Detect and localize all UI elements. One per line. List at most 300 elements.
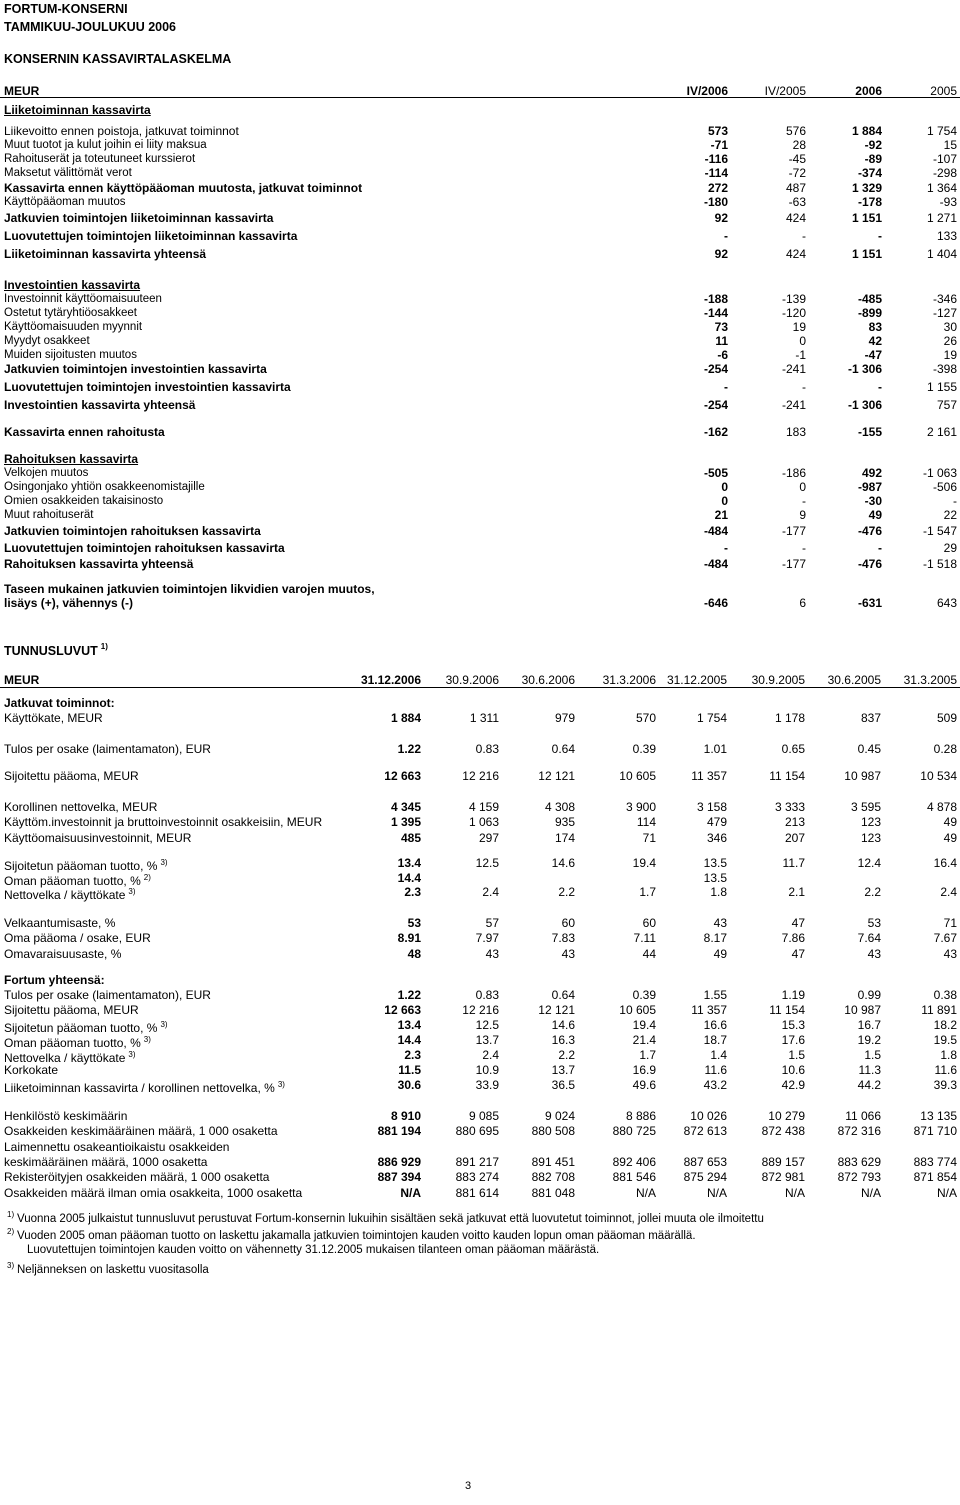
kpi-cell: 12.5 (475, 856, 499, 870)
kpi-cell: 21.4 (632, 1033, 656, 1047)
cashflow-row (0, 425, 960, 439)
kpi-cell: 1.5 (788, 1048, 805, 1062)
cashflow-cell: 0 (799, 480, 806, 494)
cashflow-cell: -92 (864, 138, 882, 152)
kpi-cell: N/A (784, 1186, 805, 1200)
cashflow-cell: 92 (714, 211, 728, 225)
kpi-row-label-text: Käyttökate, MEUR (4, 711, 103, 725)
cashflow-cell: -155 (857, 425, 882, 439)
kpi-cell: 71 (943, 916, 957, 930)
kpi-cell: 60 (642, 916, 656, 930)
kpi-cell: 13.5 (703, 871, 727, 885)
kpi-cell: 883 629 (837, 1155, 881, 1169)
kpi-row-label-footnote: 3) (143, 1035, 151, 1044)
cashflow-row (0, 306, 960, 320)
cashflow-row (0, 380, 960, 394)
kpi-cell: 10 279 (768, 1109, 805, 1123)
kpi-cell: 12 121 (538, 769, 575, 783)
kpi-cell: 39.3 (933, 1078, 957, 1092)
kpi-cell: 11 357 (691, 1003, 727, 1017)
kpi-cell: 36.5 (551, 1078, 575, 1092)
cashflow-row-label: Luovutettujen toimintojen rahoituksen kassavirta (4, 541, 285, 555)
kpi-column-header: 30.6.2006 (521, 673, 575, 687)
cashflow-row-label: Muut tuotot ja kulut joihin ei liity maksua (4, 139, 207, 151)
cashflow-cell: 133 (936, 229, 957, 243)
kpi-cell: 3 900 (625, 800, 656, 814)
cashflow-cell: -30 (864, 494, 882, 508)
kpi-cell: 7.64 (857, 931, 881, 945)
kpi-cell: 10 605 (619, 769, 656, 783)
kpi-row-label-text: Sijoitettu pääoma, MEUR (4, 1003, 139, 1017)
kpi-title: TUNNUSLUVUT $^{1)}$ (4, 642, 108, 658)
kpi-cell: 883 274 (455, 1170, 499, 1184)
cashflow-cell: - (953, 494, 957, 508)
kpi-row-label-text: Omavaraisuusaste, % (4, 947, 122, 961)
kpi-row (0, 1186, 960, 1200)
kpi-row-label-text: Fortum yhteensä: (4, 973, 105, 987)
kpi-row-label (4, 711, 103, 725)
kpi-cell: 0.45 (857, 742, 881, 756)
kpi-cell: 43 (561, 947, 575, 961)
kpi-cell: 0.39 (632, 988, 656, 1002)
cashflow-cell: - (802, 380, 806, 394)
kpi-row-label (4, 1170, 269, 1184)
kpi-row-label-footnote: 3) (160, 1020, 168, 1029)
cashflow-cell: 28 (792, 138, 806, 152)
kpi-cell: 2.2 (558, 1048, 575, 1062)
cashflow-cell: -177 (781, 557, 806, 571)
kpi-row (0, 769, 960, 783)
kpi-column-header: 31.12.2005 (666, 673, 727, 687)
kpi-row (0, 1109, 960, 1123)
kpi-row-label (4, 1063, 58, 1077)
kpi-row-label-text: Rekisteröityjen osakkeiden määrä, 1 000 osaketta (4, 1170, 270, 1184)
kpi-row (0, 1124, 960, 1138)
kpi-row (0, 1078, 960, 1095)
cashflow-cell: -346 (932, 292, 957, 306)
cashflow-row (0, 348, 960, 362)
footnote-text: Vuoden 2005 oman pääoman tuotto on laskettu jakamalla jatkuvien toimintojen kauden voitto kauden lopun oman pääoman määrällä. (17, 1230, 696, 1242)
kpi-column-header: 30.9.2006 (445, 673, 499, 687)
cashflow-cell: 22 (943, 508, 957, 522)
cashflow-cell: -139 (781, 292, 806, 306)
cashflow-cell: 2 161 (926, 425, 957, 439)
cashflow-cell: -114 (704, 166, 728, 180)
cashflow-row-label: Luovutettujen toimintojen investointien kassavirta (4, 380, 291, 394)
kpi-cell: 10.9 (475, 1063, 499, 1077)
cashflow-cell: -398 (932, 362, 957, 376)
kpi-cell: 19.2 (857, 1033, 881, 1047)
cashflow-cell: 11 (715, 334, 728, 348)
cashflow-cell: -72 (788, 166, 806, 180)
kpi-cell: 16.7 (857, 1018, 881, 1032)
kpi-cell: 13 135 (920, 1109, 957, 1123)
kpi-cell: 10 987 (844, 1003, 881, 1017)
kpi-cell: 12 663 (384, 769, 421, 783)
kpi-cell: 16.9 (632, 1063, 656, 1077)
page-number: 3 (465, 1480, 472, 1492)
kpi-row (0, 885, 960, 902)
cashflow-cell: -116 (704, 152, 728, 166)
cashflow-row (0, 152, 960, 166)
kpi-row-label-text: Sijoitetun pääoman tuotto, % (4, 859, 158, 873)
kpi-cell: 2.3 (404, 885, 421, 899)
kpi-row (0, 1140, 960, 1154)
kpi-cell: 485 (400, 831, 421, 845)
kpi-cell: 114 (636, 815, 656, 829)
cashflow-cell: -1 063 (922, 466, 957, 480)
kpi-cell: N/A (400, 1186, 421, 1200)
kpi-cell: 43 (485, 947, 499, 961)
kpi-row (0, 988, 960, 1002)
kpi-cell: 53 (867, 916, 881, 930)
cashflow-row-label: Muiden sijoitusten muutos (4, 349, 137, 361)
kpi-cell: 1.8 (710, 885, 727, 899)
cashflow-row (0, 398, 960, 412)
cashflow-cell: -177 (781, 524, 806, 538)
page-title: KONSERNIN KASSAVIRTALASKELMA (4, 52, 232, 66)
kpi-unit: MEUR (4, 673, 40, 687)
kpi-cell: 14.4 (397, 871, 421, 885)
kpi-cell: 891 451 (531, 1155, 575, 1169)
kpi-cell: 0.28 (933, 742, 957, 756)
cashflow-header-row (0, 84, 960, 98)
cashflow-cell: 29 (943, 541, 957, 555)
cashflow-row-label: Omien osakkeiden takaisinosto (4, 495, 164, 507)
cashflow-row (0, 138, 960, 152)
kpi-cell: 880 508 (531, 1124, 575, 1138)
kpi-cell: 4 159 (468, 800, 499, 814)
kpi-cell: 11.5 (398, 1063, 421, 1077)
cashflow-cell: -374 (857, 166, 882, 180)
kpi-cell: 44.2 (857, 1078, 881, 1092)
kpi-cell: 174 (554, 831, 575, 845)
cashflow-row (0, 334, 960, 348)
footnote-mark: 1) (7, 1210, 15, 1219)
kpi-cell: 887 653 (683, 1155, 727, 1169)
kpi-cell: 8 886 (625, 1109, 656, 1123)
cashflow-cell: 424 (785, 211, 806, 225)
kpi-cell: 207 (784, 831, 805, 845)
kpi-row-label (4, 1155, 207, 1169)
kpi-cell: 3 595 (850, 800, 881, 814)
kpi-row (0, 1155, 960, 1169)
cashflow-cell: - (802, 541, 806, 555)
kpi-row-label-text: Laimennettu osakeantioikaistu osakkeiden (4, 1140, 230, 1154)
cashflow-cell: -241 (781, 398, 806, 412)
cashflow-cell: - (878, 541, 882, 555)
kpi-cell: 13.5 (703, 856, 727, 870)
cashflow-row-label: lisäys (+), vähennys (-) (4, 596, 134, 610)
kpi-row-label-text: Jatkuvat toiminnot: (4, 696, 115, 710)
kpi-cell: 10 534 (920, 769, 957, 783)
cashflow-row-label: Jatkuvien toimintojen rahoituksen kassavirta (4, 524, 261, 538)
cashflow-row (0, 508, 960, 522)
cashflow-cell: -162 (703, 425, 728, 439)
kpi-cell: 7.97 (475, 931, 499, 945)
kpi-cell: 1.01 (703, 742, 727, 756)
cashflow-column-header: 2006 (855, 84, 882, 98)
kpi-row-label-text: Nettovelka / käyttökate (4, 1051, 126, 1065)
cashflow-row (0, 582, 960, 596)
kpi-row-label (4, 973, 105, 987)
kpi-cell: 11 066 (845, 1109, 881, 1123)
kpi-row-label (4, 1140, 229, 1154)
footnote-text: Neljänneksen on laskettu vuositasolla (17, 1264, 209, 1276)
cashflow-row (0, 229, 960, 243)
kpi-row-label-text: Käyttöomaisuusinvestoinnit, MEUR (4, 831, 192, 845)
cashflow-row (0, 124, 960, 138)
kpi-cell: 881 048 (531, 1186, 575, 1200)
kpi-cell: 882 708 (531, 1170, 575, 1184)
kpi-cell: 49 (943, 831, 957, 845)
kpi-cell: 1 884 (390, 711, 421, 725)
kpi-cell: 57 (485, 916, 499, 930)
cashflow-cell: 92 (714, 247, 728, 261)
kpi-cell: 1.22 (397, 742, 421, 756)
kpi-cell: 887 394 (377, 1170, 421, 1184)
kpi-cell: 49 (713, 947, 727, 961)
kpi-cell: 49.6 (632, 1078, 656, 1092)
cashflow-cell: 272 (707, 181, 728, 195)
cashflow-cell: -178 (857, 195, 882, 209)
kpi-row-label-text: Oma pääoma / osake, EUR (4, 931, 151, 945)
cashflow-row-label: Luovutettujen toimintojen liiketoiminnan kassavirta (4, 229, 298, 243)
kpi-row (0, 742, 960, 756)
kpi-cell: 479 (706, 815, 727, 829)
kpi-cell: 0.99 (857, 988, 881, 1002)
cashflow-cell: 49 (868, 508, 882, 522)
cashflow-row-label: Maksetut välittömät verot (4, 167, 132, 179)
kpi-row-label (4, 1109, 127, 1123)
kpi-cell: 1 311 (469, 711, 499, 725)
kpi-row-label-text: Liiketoiminnan kassavirta / korollinen nettovelka, % (4, 1081, 275, 1095)
kpi-cell: N/A (860, 1186, 881, 1200)
kpi-cell: 11.6 (934, 1063, 957, 1077)
kpi-row-label-text: Osakkeiden määrä ilman omia osakkeita, 1000 osaketta (4, 1186, 303, 1200)
kpi-header-row (0, 673, 960, 687)
kpi-row-label (4, 1003, 139, 1017)
kpi-row-label-text: Osakkeiden keskimääräinen määrä, 1 000 osaketta (4, 1124, 278, 1138)
kpi-row-label-text: Nettovelka / käyttökate (4, 888, 126, 902)
cashflow-cell: 1 155 (926, 380, 957, 394)
kpi-row (0, 973, 960, 987)
cashflow-cell: 1 151 (851, 247, 882, 261)
kpi-cell: 19.5 (933, 1033, 957, 1047)
kpi-cell: 2.2 (558, 885, 575, 899)
cashflow-row-label: Liiketoiminnan kassavirta yhteensä (4, 247, 207, 261)
cashflow-cell: -254 (703, 362, 728, 376)
footnote-text: Vuonna 2005 julkaistut tunnusluvut perustuvat Fortum-konsernin lukuihin sisältäen sekä jatkuvat että luovutetut toiminnot, jollei muuta ole ilmoitettu (17, 1213, 764, 1225)
kpi-cell: 871 710 (913, 1124, 957, 1138)
kpi-cell: 880 695 (455, 1124, 499, 1138)
kpi-row-label-text: Oman pääoman tuotto, % (4, 874, 141, 888)
cashflow-cell: 573 (707, 124, 728, 138)
kpi-cell: 880 725 (612, 1124, 656, 1138)
kpi-cell: 2.3 (404, 1048, 421, 1062)
kpi-cell: 11.3 (858, 1063, 881, 1077)
cashflow-cell: 487 (785, 181, 806, 195)
kpi-cell: 49 (943, 815, 957, 829)
cashflow-cell: -298 (932, 166, 957, 180)
kpi-cell: 11 357 (691, 769, 727, 783)
cashflow-row (0, 362, 960, 376)
kpi-cell: 4 308 (544, 800, 575, 814)
cashflow-cell: -476 (857, 557, 882, 571)
kpi-cell: 13.7 (551, 1063, 575, 1077)
cashflow-cell: 1 884 (851, 124, 882, 138)
kpi-row-label-footnote: 2) (143, 873, 151, 882)
kpi-row (0, 1063, 960, 1077)
cashflow-row-label: Jatkuvien toimintojen investointien kassavirta (4, 362, 267, 376)
kpi-row-label (4, 815, 322, 829)
kpi-row-label-text: Velkaantumisaste, % (4, 916, 116, 930)
kpi-cell: 53 (407, 916, 421, 930)
cashflow-cell: -188 (703, 292, 728, 306)
kpi-row-label (4, 1124, 278, 1138)
kpi-cell: 837 (860, 711, 881, 725)
kpi-cell: 1 063 (468, 815, 499, 829)
cashflow-cell: - (802, 494, 806, 508)
cashflow-cell: 576 (785, 124, 806, 138)
footnote-mark: 3) (7, 1261, 15, 1270)
cashflow-cell: 73 (714, 320, 728, 334)
cashflow-row-label: Rahoituksen kassavirta yhteensä (4, 557, 194, 571)
kpi-row-label (4, 831, 191, 845)
kpi-row-label-footnote: 3) (277, 1080, 285, 1089)
kpi-row-label-text: Käyttöm.investoinnit ja bruttoinvestoinnit osakkeisiin, MEUR (4, 815, 323, 829)
cashflow-cell: -93 (939, 195, 957, 209)
cashflow-row (0, 166, 960, 180)
cashflow-cell: 1 329 (851, 181, 882, 195)
cashflow-cell: 1 151 (851, 211, 882, 225)
kpi-cell: 935 (554, 815, 575, 829)
cashflow-row-label: Investointien kassavirta yhteensä (4, 398, 196, 412)
kpi-cell: 18.2 (933, 1018, 957, 1032)
cashflow-row (0, 292, 960, 306)
kpi-cell: 1.22 (397, 988, 421, 1002)
kpi-cell: 10 987 (844, 769, 881, 783)
cashflow-cell: -71 (710, 138, 728, 152)
cashflow-row-label: Investoinnit käyttöomaisuuteen (4, 293, 162, 305)
cashflow-cell: 183 (785, 425, 806, 439)
cashflow-column-header: IV/2005 (764, 84, 806, 98)
kpi-cell: 43 (867, 947, 881, 961)
kpi-cell: 14.6 (551, 856, 575, 870)
kpi-cell: 1.7 (639, 1048, 656, 1062)
kpi-cell: 18.7 (703, 1033, 727, 1047)
kpi-cell: 9 085 (468, 1109, 499, 1123)
footnote-mark: 2) (7, 1227, 15, 1236)
kpi-cell: 872 438 (761, 1124, 805, 1138)
kpi-cell: 570 (635, 711, 656, 725)
kpi-cell: 509 (936, 711, 957, 725)
kpi-cell: 1 754 (696, 711, 727, 725)
cashflow-cell: -45 (788, 152, 806, 166)
kpi-cell: 872 981 (761, 1170, 805, 1184)
kpi-cell: 43 (713, 916, 727, 930)
cashflow-row-label: Kassavirta ennen rahoitusta (4, 425, 165, 439)
kpi-cell: 0.83 (475, 742, 499, 756)
kpi-cell: 16.4 (933, 856, 957, 870)
kpi-cell: N/A (635, 1186, 656, 1200)
kpi-row (0, 871, 960, 888)
cashflow-column-header: IV/2006 (686, 84, 728, 98)
cashflow-cell: 30 (943, 320, 957, 334)
kpi-cell: N/A (936, 1186, 957, 1200)
kpi-cell: 0.39 (632, 742, 656, 756)
kpi-cell: 883 774 (913, 1155, 957, 1169)
kpi-row-label (4, 1186, 302, 1200)
kpi-cell: 872 793 (837, 1170, 881, 1184)
cashflow-cell: 19 (943, 348, 957, 362)
cashflow-cell: -127 (932, 306, 957, 320)
company-name: FORTUM-KONSERNI (4, 2, 128, 16)
kpi-cell: 1.5 (864, 1048, 881, 1062)
cashflow-row (0, 452, 960, 466)
kpi-column-header: 31.3.2006 (602, 673, 656, 687)
cashflow-cell: 83 (868, 320, 882, 334)
kpi-cell: 7.83 (551, 931, 575, 945)
kpi-cell: 16.6 (703, 1018, 727, 1032)
cashflow-cell: -646 (703, 596, 728, 610)
kpi-cell: 1 395 (390, 815, 421, 829)
kpi-cell: 19.4 (632, 856, 656, 870)
cashflow-cell: 1 754 (926, 124, 957, 138)
cashflow-row (0, 480, 960, 494)
cashflow-row (0, 320, 960, 334)
footnote (4, 1261, 209, 1276)
kpi-cell: 4 878 (926, 800, 957, 814)
cashflow-cell: -484 (703, 524, 728, 538)
cashflow-row-label: Liikevoitto ennen poistoja, jatkuvat toiminnot (4, 124, 239, 138)
kpi-cell: 3 333 (774, 800, 805, 814)
kpi-cell: 9 024 (544, 1109, 575, 1123)
kpi-cell: 346 (706, 831, 727, 845)
cashflow-cell: -631 (857, 596, 882, 610)
kpi-cell: N/A (706, 1186, 727, 1200)
kpi-cell: 12.5 (475, 1018, 499, 1032)
cashflow-cell: 757 (936, 398, 957, 412)
kpi-row-label-text: Henkilöstö keskimäärin (4, 1109, 128, 1123)
kpi-cell: 12 121 (538, 1003, 575, 1017)
kpi-cell: 892 406 (612, 1155, 656, 1169)
cashflow-row (0, 494, 960, 508)
kpi-cell: 0.64 (551, 988, 575, 1002)
cashflow-cell: -484 (703, 557, 728, 571)
kpi-header-rule (0, 687, 960, 688)
kpi-cell: 48 (407, 947, 421, 961)
kpi-row-label (4, 988, 211, 1002)
cashflow-row (0, 211, 960, 225)
cashflow-row-label: Jatkuvien toimintojen liiketoiminnan kassavirta (4, 211, 274, 225)
cashflow-cell: -241 (781, 362, 806, 376)
cashflow-cell: - (878, 229, 882, 243)
kpi-cell: 2.1 (788, 885, 805, 899)
kpi-row (0, 800, 960, 814)
cashflow-cell: 19 (792, 320, 806, 334)
cashflow-cell: 21 (714, 508, 728, 522)
kpi-cell: 881 546 (612, 1170, 656, 1184)
cashflow-column-header: 2005 (930, 84, 957, 98)
cashflow-row (0, 557, 960, 571)
kpi-cell: 47 (791, 916, 805, 930)
kpi-cell: 7.86 (781, 931, 805, 945)
kpi-cell: 2.4 (482, 1048, 499, 1062)
kpi-cell: 1.7 (639, 885, 656, 899)
kpi-cell: 13.4 (397, 1018, 421, 1032)
kpi-cell: 889 157 (761, 1155, 805, 1169)
